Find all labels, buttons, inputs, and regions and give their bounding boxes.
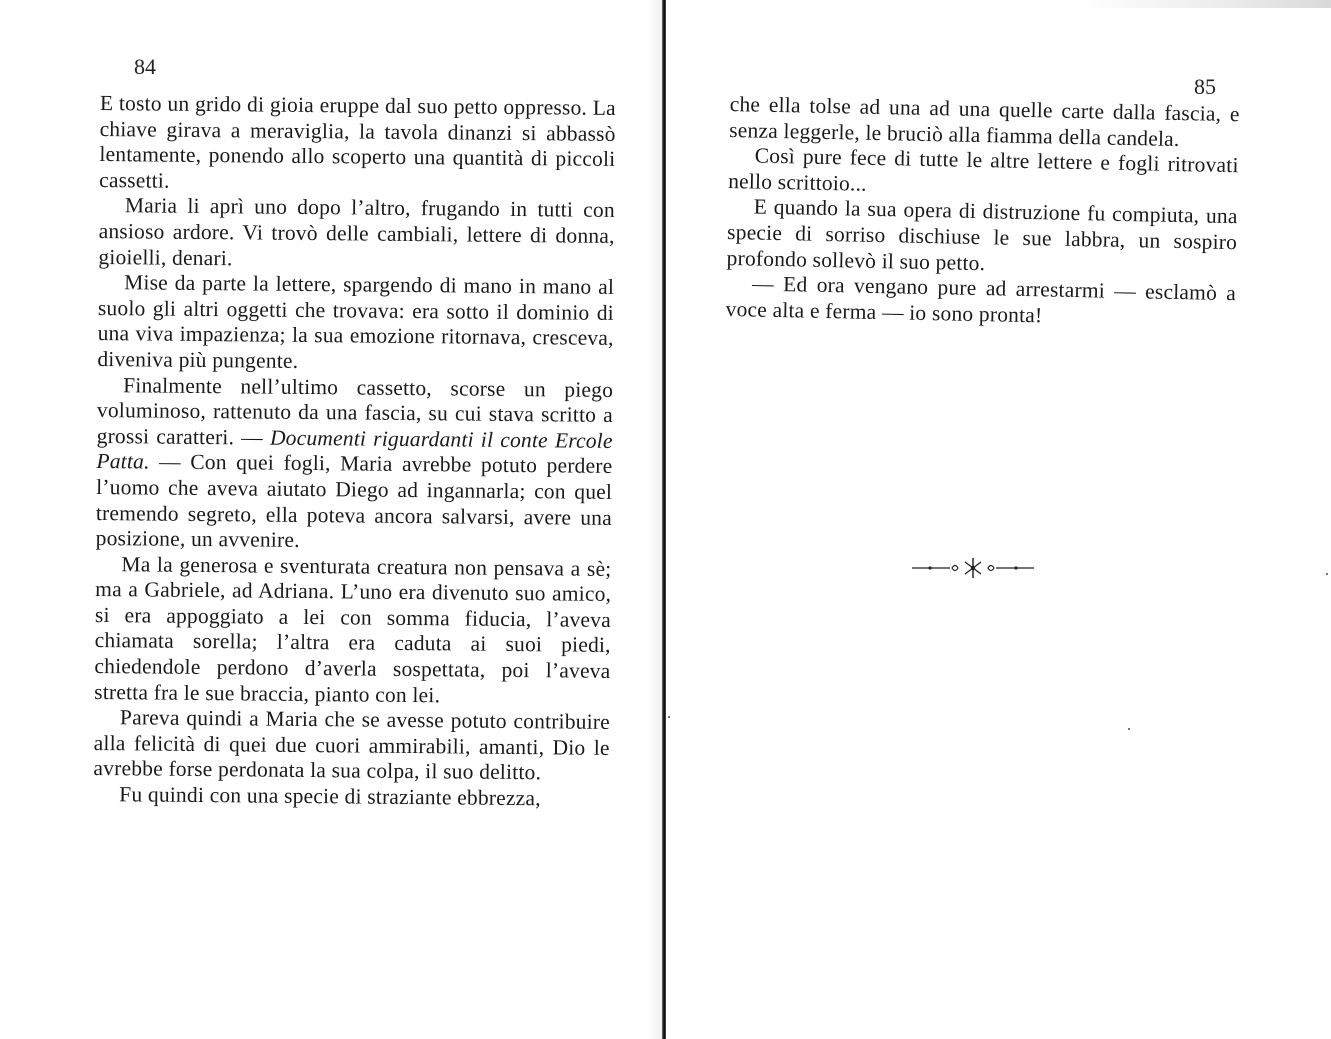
right-page-text <box>725 92 1240 333</box>
document-title-italic: Documenti riguardanti il conte Ercole Patta. <box>96 425 613 474</box>
paragraph: E quando la sua opera di distruzione fu compiuta, una specie di sorriso dischiuse le sue labbra, un sospiro profondo sollevò il suo petto. <box>726 194 1238 275</box>
paragraph: Pareva quindi a Maria che se avesse potuto contribuire alla felicità di quei due cuori ammirabili, amanti, Dio le avrebbe forse perdonata la sua colpa, il suo delitto. <box>93 705 611 785</box>
scan-edge-noise <box>1080 0 1331 8</box>
paragraph: Fu quindi con una specie di straziante ebbrezza, <box>119 782 541 811</box>
paragraph: — Ed ora vengano pure ad arrestarmi — esclamò a voce alta e ferma — io sono pronta! <box>725 271 1237 328</box>
paragraph: che ella tolse ad una ad una quelle carte dalla fascia, e senza leggerle, le bruciò alla fiamma della candela. <box>729 92 1240 151</box>
paragraph-text: — Con quei fogli, Maria avrebbe potuto perdere l’uomo che aveva aiutato Diego ad ingannarla; con quel tremendo segreto, ella poteva ancora salvarsi, avere una posizione, un avvenire. <box>95 449 613 553</box>
paragraph: E tosto un grido di gioia eruppe dal suo petto oppresso. La chiave girava a meraviglia, la tavola dinanzi si abbassò lentamente, ponendo allo scoperto una quantità di piccoli cassetti. <box>99 91 616 193</box>
page-number-left: 84 <box>134 54 156 79</box>
page-number-right: 85 <box>1194 74 1216 99</box>
paragraph: Ma la generosa e sventurata creatura non pensava a sè; ma a Gabriele, ad Adriana. L’uno era divenuto suo amico, si era appoggiato a lei con somma fiducia, l’aveva chiamata sorella; l’altra era caduta ai suoi piedi, chiedendole perdono d’averla sospettata, poi l’aveva stretta fra le sue braccia, pianto con lei. <box>94 551 612 707</box>
scan-speck <box>1326 573 1328 575</box>
scan-speck <box>668 716 670 718</box>
left-page-text <box>93 91 616 813</box>
paragraph-with-italic-title <box>96 373 614 557</box>
paragraph: Maria li aprì uno dopo l’altro, frugando in tutti con ansioso ardore. Vi trovò delle cambiali, lettere di donna, gioielli, denari. <box>98 193 615 270</box>
paragraph: Mise da parte la lettere, spargendo di mano in mano al suolo gli altri oggetti che trovava: era sotto il dominio di una viva impazienza; la sua emozione ritornava, cresceva, diveniva più pungente. <box>97 270 615 373</box>
paragraph: Così pure fece di tutte le altre lettere e fogli ritrovati nello scrittoio... <box>727 143 1239 196</box>
gutter-shadow <box>648 0 662 1039</box>
section-end-ornament-icon <box>912 556 1034 580</box>
paragraph-text: Finalmente nell’ultimo cassetto, scorse un piego voluminoso, rattenuto da una fascia, su cui stava scritto a grossi caratteri. — <box>96 372 614 450</box>
scan-speck <box>1128 728 1130 730</box>
binding-line <box>662 0 666 1039</box>
